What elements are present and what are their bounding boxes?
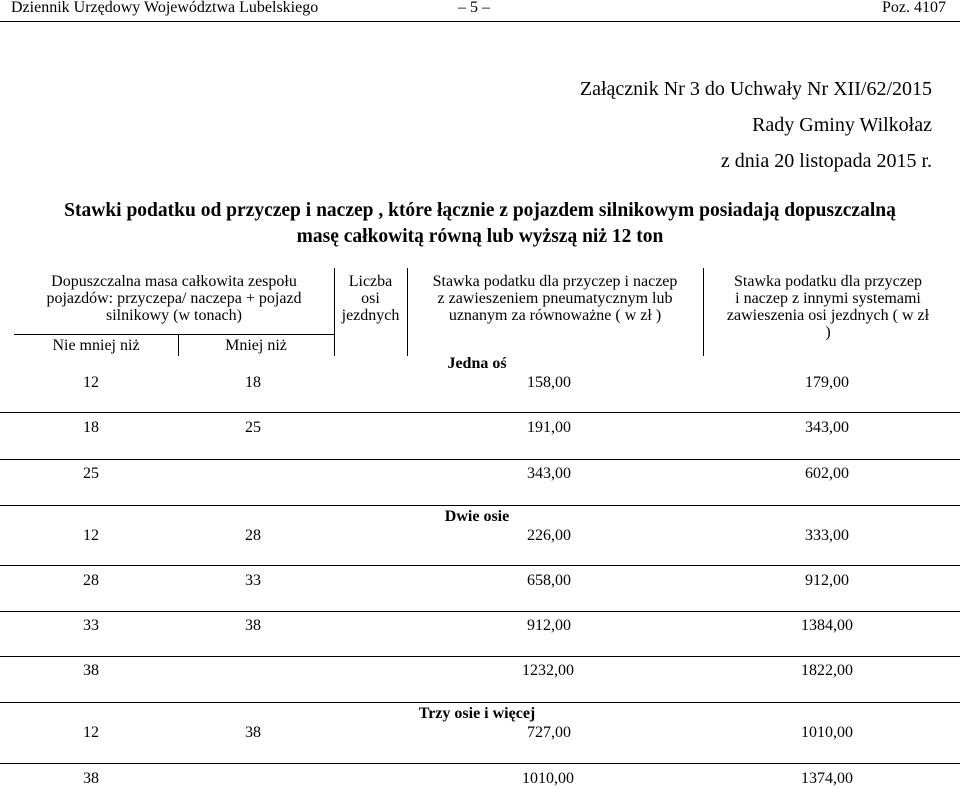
- row-rate-pneumatic: 912,00: [527, 617, 571, 634]
- annex-line-3: z dnia 20 listopada 2015 r.: [720, 150, 932, 172]
- annex-line-2: Rady Gminy Wilkołaz: [752, 114, 932, 136]
- document-title-line-1: Stawki podatku od przyczep i naczep , które łącznie z pojazdem silnikowym posiadają dopuszczalną: [64, 200, 896, 221]
- row-rate-pneumatic: 191,00: [527, 419, 571, 436]
- col-axles-header-line-3: jezdnych: [341, 307, 400, 324]
- row-min: 28: [83, 572, 99, 589]
- row-min: 12: [83, 724, 99, 741]
- row-rate-other: 333,00: [805, 527, 849, 544]
- row-min: 38: [83, 770, 99, 787]
- row-rule: [0, 565, 960, 566]
- row-max: 38: [245, 617, 261, 634]
- row-min: 33: [83, 617, 99, 634]
- header-sub-rule: [14, 334, 334, 335]
- journal-title: Dziennik Urzędowy Województwa Lubelskiego: [11, 0, 319, 16]
- page-number: – 5 –: [458, 0, 490, 16]
- section-label-three-axles: Trzy osie i więcej: [418, 705, 536, 722]
- section-label-one-axle: Jedna oś: [447, 355, 507, 372]
- row-rate-pneumatic: 1010,00: [522, 770, 574, 787]
- row-max: 33: [245, 572, 261, 589]
- row-rule: [0, 656, 960, 657]
- col-mass-header-line-3: silnikowy (w tonach): [106, 307, 242, 324]
- row-max: 28: [245, 527, 261, 544]
- row-rate-other: 602,00: [805, 465, 849, 482]
- row-rule: [0, 459, 960, 460]
- row-rate-pneumatic: 658,00: [527, 572, 571, 589]
- row-rule: [0, 611, 960, 612]
- col-mass-header-line-1: Dopuszczalna masa całkowita zespołu: [51, 273, 297, 290]
- col-pneumatic-header-line-3: uznanym za równoważne ( w zł ): [448, 307, 662, 324]
- row-max: 38: [245, 724, 261, 741]
- row-rate-other: 1374,00: [801, 770, 853, 787]
- row-max: 25: [245, 419, 261, 436]
- row-rate-pneumatic: 226,00: [527, 527, 571, 544]
- row-rule: [0, 702, 960, 703]
- col-pneumatic-header: [407, 273, 703, 324]
- col-pneumatic-header-line-2: z zawieszeniem pneumatycznym lub: [437, 290, 673, 307]
- document-title-line-2: masę całkowitą równą lub wyższą niż 12 ton: [296, 226, 664, 247]
- col-max-header: Mniej niż: [225, 337, 287, 354]
- row-rule: [0, 505, 960, 506]
- col-axles-header-line-2: osi: [361, 290, 380, 307]
- row-rate-other: 1822,00: [801, 662, 853, 679]
- col-other-header: [703, 273, 953, 341]
- row-rate-pneumatic: 727,00: [527, 724, 571, 741]
- row-rate-other: 179,00: [805, 374, 849, 391]
- col-other-header-line-1: Stawka podatku dla przyczep: [734, 273, 922, 290]
- header-rule: [0, 21, 960, 22]
- row-min: 12: [83, 527, 99, 544]
- row-rule: [0, 412, 960, 413]
- col-other-header-line-4: ): [825, 324, 831, 341]
- position-number: Poz. 4107: [882, 0, 946, 16]
- section-label-two-axles: Dwie osie: [444, 508, 510, 525]
- row-min: 25: [83, 465, 99, 482]
- col-other-header-line-3: zawieszenia osi jezdnych ( w zł: [726, 307, 930, 324]
- row-rate-other: 1010,00: [801, 724, 853, 741]
- col-axles-header: [334, 273, 407, 324]
- row-rate-other: 343,00: [805, 419, 849, 436]
- col-pneumatic-header-line-1: Stawka podatku dla przyczep i naczep: [432, 273, 678, 290]
- row-min: 38: [83, 662, 99, 679]
- col-axles-header-line-1: Liczba: [348, 273, 393, 290]
- annex-line-1: Załącznik Nr 3 do Uchwały Nr XII/62/2015: [579, 78, 932, 100]
- row-min: 12: [83, 374, 99, 391]
- row-rate-pneumatic: 343,00: [527, 465, 571, 482]
- row-max: 18: [245, 374, 261, 391]
- row-rate-other: 912,00: [805, 572, 849, 589]
- row-rule: [0, 763, 960, 764]
- col-mass-header: [14, 273, 334, 324]
- col-mass-header-line-2: pojazdów: przyczepa/ naczepa + pojazd: [46, 290, 302, 307]
- row-rate-pneumatic: 1232,00: [522, 662, 574, 679]
- row-rate-other: 1384,00: [801, 617, 853, 634]
- row-min: 18: [83, 419, 99, 436]
- row-rate-pneumatic: 158,00: [527, 374, 571, 391]
- col-min-header: Nie mniej niż: [52, 337, 140, 354]
- col-other-header-line-2: i naczep z innymi systemami: [735, 290, 921, 307]
